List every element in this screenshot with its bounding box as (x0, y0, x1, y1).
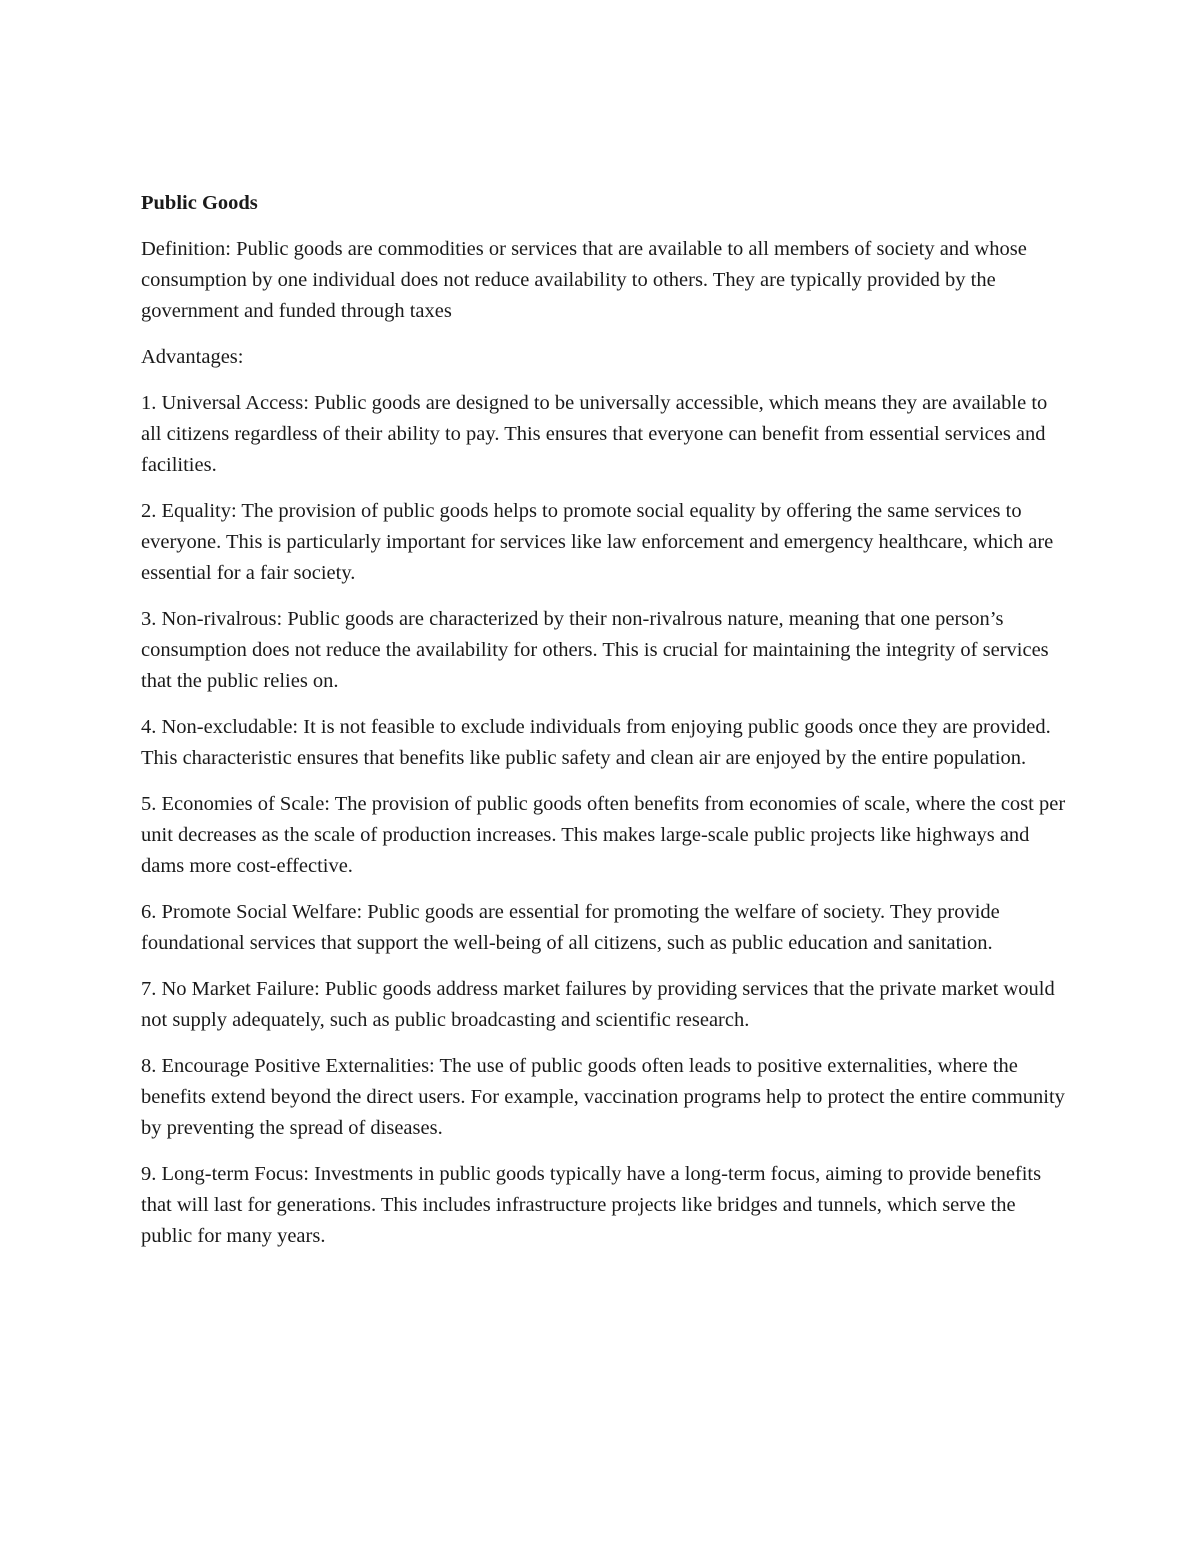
advantage-item-3: 3. Non-rivalrous: Public goods are characterized by their non-rivalrous nature, meaning that one person’s consumption does not reduce the availability for others. This is crucial for maintaining the integrity of services that the public relies on. (141, 608, 1049, 692)
document-title: Public Goods (141, 192, 258, 214)
advantage-item-4: 4. Non-excludable: It is not feasible to exclude individuals from enjoying public goods once they are provided. This characteristic ensures that benefits like public safety and clean air are enjoyed by the entire population. (141, 716, 1051, 769)
definition-paragraph: Definition: Public goods are commodities or services that are available to all members of society and whose consumption by one individual does not reduce availability to others. They are typically provided by the government and funded through taxes (141, 238, 1027, 322)
advantage-item-6: 6. Promote Social Welfare: Public goods are essential for promoting the welfare of society. They provide foundational services that support the well-being of all citizens, such as public education and sanitation. (141, 901, 1000, 954)
advantage-item-8: 8. Encourage Positive Externalities: The use of public goods often leads to positive externalities, where the benefits extend beyond the direct users. For example, vaccination programs help to protect the entire community by preventing the spread of diseases. (141, 1055, 1065, 1139)
advantage-item-2: 2. Equality: The provision of public goods helps to promote social equality by offering the same services to everyone. This is particularly important for services like law enforcement and emergency healthcare, which are essential for a fair society. (141, 500, 1054, 584)
document-body (141, 188, 1066, 1267)
advantage-item-7: 7. No Market Failure: Public goods address market failures by providing services that the private market would not supply adequately, such as public broadcasting and scientific research. (141, 978, 1055, 1031)
advantages-heading: Advantages: (141, 346, 244, 368)
advantage-item-9: 9. Long-term Focus: Investments in public goods typically have a long-term focus, aiming to provide benefits that will last for generations. This includes infrastructure projects like bridges and tunnels, which serve the public for many years. (141, 1163, 1042, 1247)
advantage-item-5: 5. Economies of Scale: The provision of public goods often benefits from economies of scale, where the cost per unit decreases as the scale of production increases. This makes large-scale public projects like highways and dams more cost-effective. (141, 793, 1066, 877)
advantage-item-1: 1. Universal Access: Public goods are designed to be universally accessible, which means they are available to all citizens regardless of their ability to pay. This ensures that everyone can benefit from essential services and facilities. (141, 392, 1048, 476)
